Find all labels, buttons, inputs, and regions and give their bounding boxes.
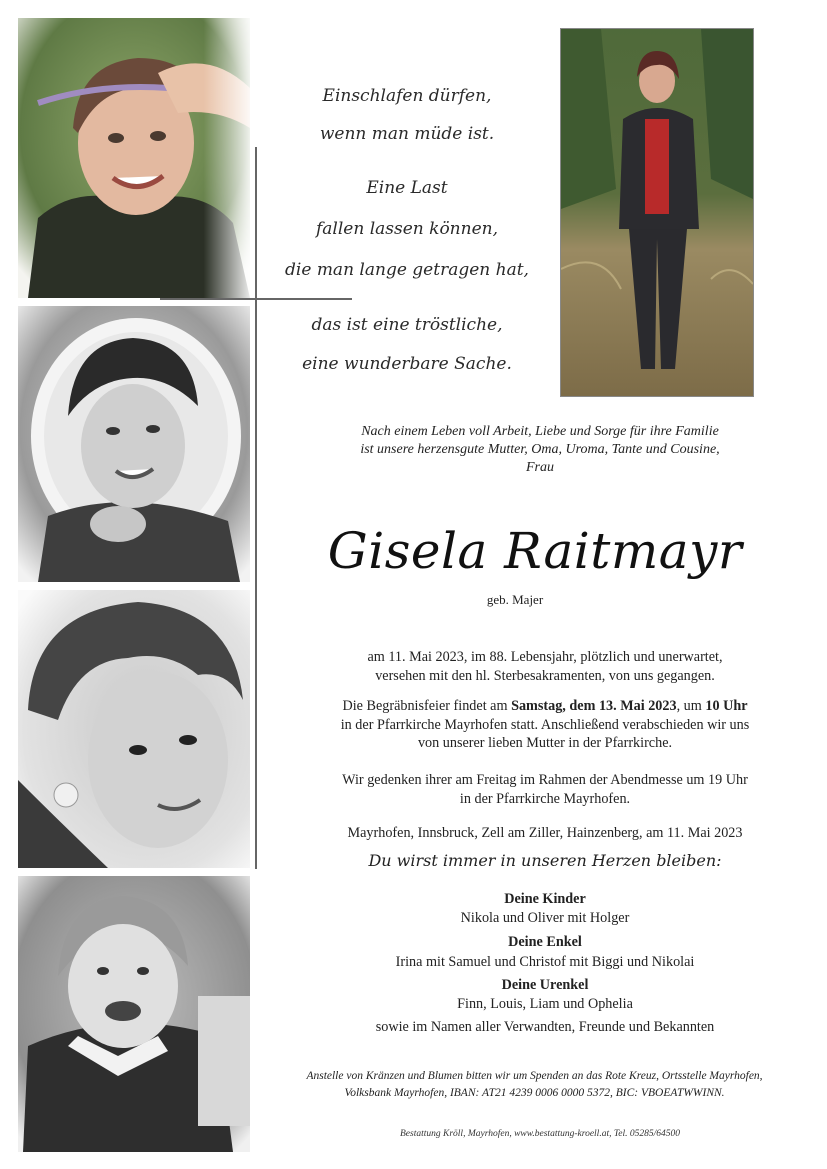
children-heading: Deine Kinder [504, 891, 586, 907]
memorial-line-2: in der Pfarrkirche Mayrhofen. [459, 790, 631, 807]
poem [262, 0, 552, 400]
intro-line-2: ist unsere herzensgute Mutter, Oma, Uroma, Tante und Cousine, [360, 442, 720, 457]
deceased-name: Gisela Raitmayr [327, 522, 743, 580]
motto: Du wirst immer in unseren Herzen bleiben: [368, 851, 722, 870]
funeral-text-b: , um [676, 698, 706, 714]
donation-line-2: Volksbank Mayrhofen, IBAN: AT21 4239 0006 0000 5372, BIC: VBOEATWWINN. [344, 1087, 725, 1099]
great-grandchildren-names: Finn, Louis, Liam und Ophelia [457, 996, 633, 1012]
intro-line-1: Nach einem Leben voll Arbeit, Liebe und Sorge für ihre Familie [361, 424, 719, 439]
poem-line-5: die man lange getragen hat, [285, 260, 529, 280]
undertaker-info: Bestattung Kröll, Mayrhofen, www.bestattung-kroell.at, Tel. 05285/64500 [400, 1129, 680, 1139]
memorial-line-1: Wir gedenken ihrer am Freitag im Rahmen der Abendmesse um 19 Uhr [342, 772, 748, 788]
death-notice [290, 648, 800, 685]
children-names: Nikola und Oliver mit Holger [460, 910, 630, 926]
funeral-text-a: Die Begräbnisfeier findet am [342, 698, 512, 714]
death-notice-line-2: versehen mit den hl. Sterbesakramenten, von uns gegangen. [375, 667, 715, 684]
funeral-line-3: von unserer lieben Mutter in der Pfarrkirche. [417, 735, 673, 751]
donation-line-1: Anstelle von Kränzen und Blumen bitten wir um Spenden an das Rote Kreuz, Ortsstelle Mayrhofen, [306, 1070, 763, 1082]
great-grandchildren-heading: Deine Urenkel [501, 977, 589, 993]
funeral-time: 10 Uhr [705, 698, 748, 714]
poem-line-7: eine wunderbare Sache. [302, 354, 512, 374]
photo-portrait-elderly [18, 18, 250, 298]
birth-name: geb. Majer [486, 592, 544, 607]
funeral-line-2: in der Pfarrkirche Mayrhofen statt. Anschließend verabschieden wir uns [340, 716, 750, 733]
funeral-line-1 [290, 697, 800, 716]
photo-child [18, 876, 250, 1152]
poem-line-2: wenn man müde ist. [319, 124, 495, 144]
memorial-info [290, 771, 800, 808]
relatives-line: sowie im Namen aller Verwandten, Freunde und Bekannten [375, 1019, 715, 1035]
poem-line-6: das ist eine tröstliche, [311, 315, 503, 335]
intro-text [300, 423, 780, 477]
photo-fur-hood [18, 306, 250, 582]
funeral-date: Samstag, dem 13. Mai 2023 [511, 698, 677, 714]
poem-line-4: fallen lassen können, [316, 219, 498, 239]
grandchildren-names: Irina mit Samuel und Christof mit Biggi und Nikolai [395, 954, 695, 970]
death-notice-line-1: am 11. Mai 2023, im 88. Lebensjahr, plötzlich und unerwartet, [367, 649, 723, 665]
funeral-info [290, 697, 800, 753]
poem-line-1: Einschlafen dürfen, [322, 86, 492, 106]
intro-line-3: Frau [526, 460, 554, 475]
donation-note [262, 1068, 807, 1102]
cross-vertical-bar [255, 147, 257, 869]
photo-curly-hair [18, 590, 250, 868]
grandchildren-heading: Deine Enkel [508, 934, 582, 950]
poem-line-3: Eine Last [366, 178, 448, 198]
photo-standing-meadow [560, 28, 754, 397]
place-date: Mayrhofen, Innsbruck, Zell am Ziller, Hainzenberg, am 11. Mai 2023 [347, 825, 743, 841]
